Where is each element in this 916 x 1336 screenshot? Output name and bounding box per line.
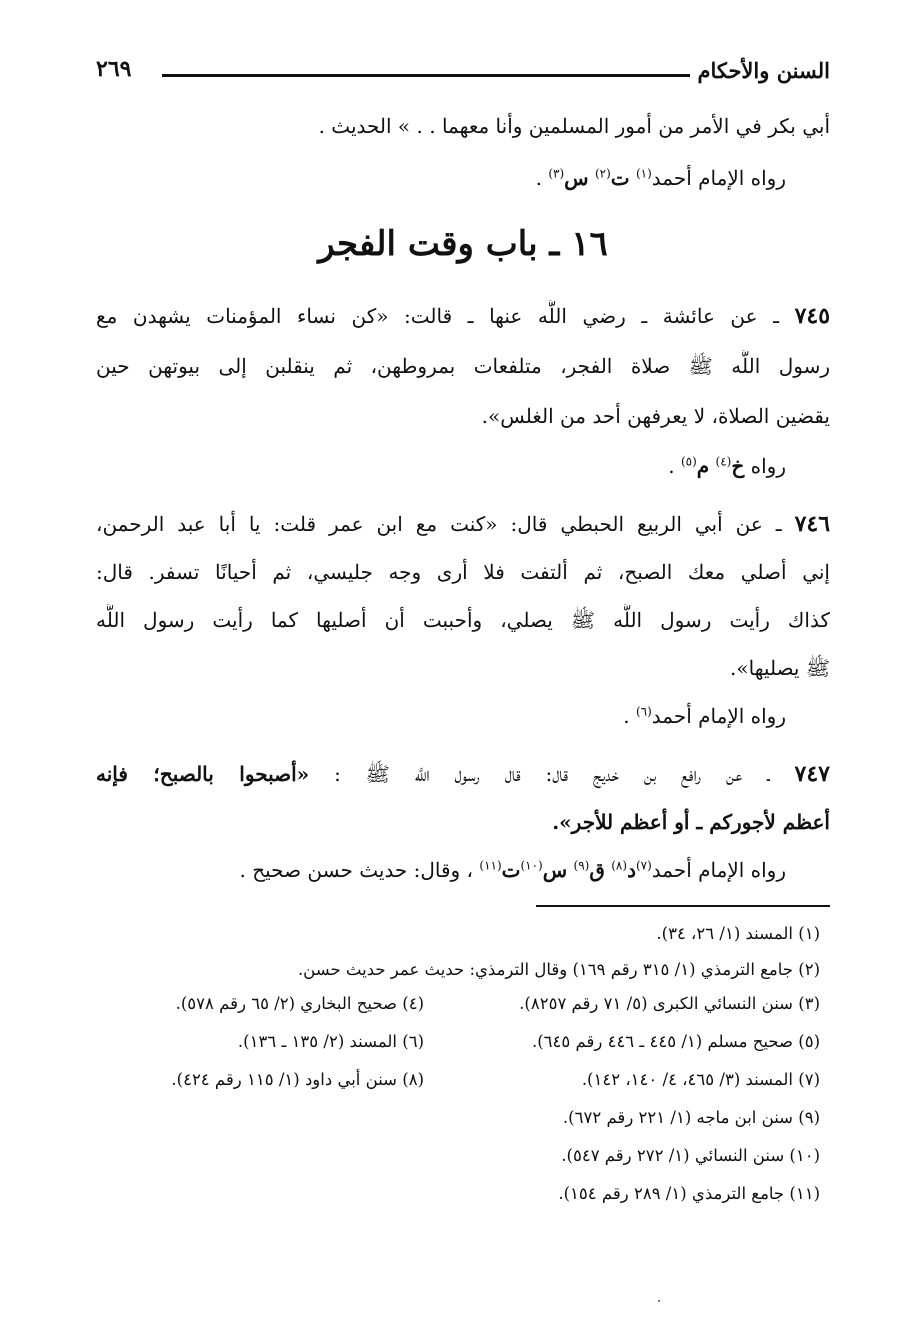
footnote-2: (٢) جامع الترمذي (١/ ٣١٥ رقم ١٦٩) وقال الترمذي: حديث عمر حديث حسن. <box>297 960 820 979</box>
riwaya-text: رواه <box>750 454 786 478</box>
source-abbrev: س <box>542 858 568 882</box>
source-abbrev: ت <box>610 166 630 190</box>
riwaya-text: رواه الإمام أحمد <box>651 166 786 190</box>
hadith-text: ـ عن عائشة ـ رضي اللَّه عنها ـ قالت: «كن نساء المؤمنات يشهدن مع <box>96 304 779 328</box>
hadith-text: ـ عن أبي الربيع الحبطي قال: «كنت مع ابن عمر قلت: يا أبا عبد الرحمن، <box>96 512 782 536</box>
riwaya-text: رواه الإمام أحمد <box>651 704 786 728</box>
narration-sources-747 <box>96 854 786 886</box>
source-abbrev: د <box>627 858 636 882</box>
hadith-747-line-1 <box>96 758 830 790</box>
hadith-text: ـ عن رافع بن خديج قال: قال رسول اللَّه ﷺ : <box>309 762 770 786</box>
footnote-ref: (٤) <box>715 454 732 469</box>
hadith-number: ٧٤٧ <box>794 761 830 787</box>
footnote-8: (٨) سنن أبي داود (١/ ١١٥ رقم ٤٢٤). <box>171 1070 424 1089</box>
footnote-ref: (٢) <box>594 166 611 181</box>
hadith-745-line-1 <box>96 300 830 332</box>
footnote-4: (٤) صحيح البخاري (٢/ ٦٥ رقم ٥٧٨). <box>175 994 424 1013</box>
footnote-ref: (٦) <box>635 704 652 719</box>
narration-sources-746 <box>96 700 786 732</box>
narration-sources-intro <box>96 162 786 194</box>
source-abbrev: خ <box>731 454 745 478</box>
hadith-746-line-1 <box>96 508 830 540</box>
hadith-746-line-4: ﷺ يصليها». <box>730 656 830 680</box>
hadith-number: ٧٤٦ <box>794 511 830 537</box>
footnote-ref: (٨) <box>611 858 628 873</box>
source-abbrev: ق <box>589 858 605 882</box>
footnote-ref: (٣) <box>548 166 565 181</box>
footnote-10: (١٠) سنن النسائي (١/ ٢٧٢ رقم ٥٤٧). <box>561 1146 820 1165</box>
footnote-7: (٧) المسند (٣/ ٤٦٥، ٤/ ١٤٠، ١٤٢). <box>581 1070 820 1089</box>
footnote-ref: (١٠) <box>520 858 543 873</box>
hadith-745-line-3: يقضين الصلاة، لا يعرفهن أحد من الغلس». <box>481 404 830 428</box>
hadith-747-line-2: أعظم لأجوركم ـ أو أعظم للأجر». <box>552 810 830 834</box>
prophetic-saying: «أصبحوا بالصبح؛ فإنه <box>96 762 310 786</box>
footnote-ref: (١١) <box>479 858 502 873</box>
footnote-ref: (٩) <box>573 858 590 873</box>
end-mark: . <box>668 454 681 478</box>
continuation-line: أبي بكر في الأمر من أمور المسلمين وأنا معهما . . » الحديث . <box>318 114 830 138</box>
end-mark: ، وقال: حديث حسن صحيح . <box>239 858 480 882</box>
footnote-9: (٩) سنن ابن ماجه (١/ ٢٢١ رقم ٦٧٢). <box>562 1108 820 1127</box>
scan-speck <box>658 1300 660 1302</box>
end-mark: . <box>535 166 549 190</box>
source-abbrev: م <box>696 454 710 478</box>
page-header <box>96 58 830 92</box>
footnote-ref: (١) <box>635 166 652 181</box>
footnote-1: (١) المسند (١/ ٢٦، ٣٤). <box>656 924 820 943</box>
header-rule <box>162 74 690 77</box>
footnote-6: (٦) المسند (٢/ ١٣٥ ـ ١٣٦). <box>237 1032 424 1051</box>
riwaya-text: رواه الإمام أحمد <box>651 858 786 882</box>
footnote-3: (٣) سنن النسائي الكبرى (٥/ ٧١ رقم ٨٢٥٧). <box>519 994 820 1013</box>
hadith-746-line-2: إني أصلي معك الصبح، ثم ألتفت فلا أرى وجه جليسي، ثم أحيانًا تسفر. قال: <box>96 560 830 584</box>
narration-sources-745 <box>96 450 786 482</box>
source-abbrev: ت <box>501 858 521 882</box>
end-mark: . <box>623 704 636 728</box>
hadith-number: ٧٤٥ <box>794 303 830 329</box>
source-abbrev: س <box>564 166 589 190</box>
footnote-ref: (٥) <box>680 454 697 469</box>
running-title: السنن والأحكام <box>697 58 830 83</box>
chapter-heading: ١٦ ـ باب وقت الفجر <box>318 224 608 264</box>
footnote-rule <box>536 905 830 907</box>
page-number: ٢٦٩ <box>96 56 132 82</box>
footnote-5: (٥) صحيح مسلم (١/ ٤٤٥ ـ ٤٤٦ رقم ٦٤٥). <box>531 1032 820 1051</box>
footnote-11: (١١) جامع الترمذي (١/ ٢٨٩ رقم ١٥٤). <box>558 1184 820 1203</box>
footnote-ref: (٧) <box>635 858 652 873</box>
hadith-745-line-2: رسول اللَّه ﷺ صلاة الفجر، متلفعات بمروطهن، ثم ينقلبن إلى بيوتهن حين <box>96 354 830 378</box>
hadith-746-line-3: كذاك رأيت رسول اللَّه ﷺ يصلي، وأحببت أن أصليها كما رأيت رسول اللَّه <box>96 608 830 632</box>
